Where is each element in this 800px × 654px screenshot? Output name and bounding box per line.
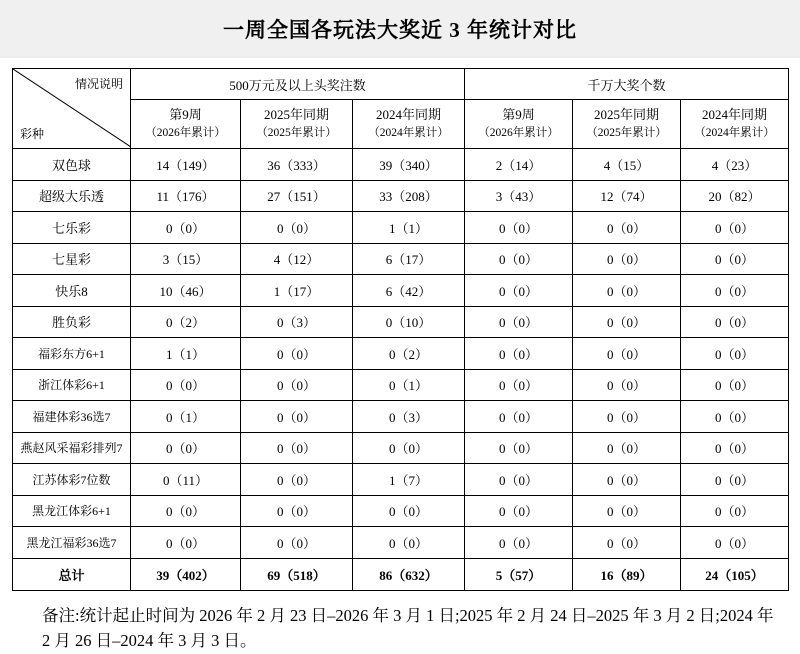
cell-value: 0（3）	[353, 401, 465, 433]
cell-value: 0（0）	[465, 527, 573, 559]
cell-value: 0（1）	[131, 401, 241, 433]
total-cell-value: 69（518）	[241, 558, 353, 590]
cell-value: 0（0）	[573, 306, 681, 338]
group-header-tenmillion-prizes: 千万大奖个数	[465, 69, 789, 100]
cell-value: 0（0）	[573, 338, 681, 370]
sub-header-2024-b	[681, 100, 789, 149]
cell-value: 39（340）	[353, 149, 465, 181]
table-row	[13, 149, 789, 181]
sub-header-line1: 2024年同期	[376, 107, 442, 123]
row-label: 燕赵风采福彩排列7	[13, 432, 131, 464]
title-bar	[0, 0, 800, 58]
sub-header-2025-a	[241, 100, 353, 149]
cell-value: 33（208）	[353, 180, 465, 212]
table-row	[13, 243, 789, 275]
row-label: 七乐彩	[13, 212, 131, 244]
cell-value: 0（0）	[465, 306, 573, 338]
cell-value: 0（11）	[131, 464, 241, 496]
cell-value: 0（0）	[241, 401, 353, 433]
table-row	[13, 180, 789, 212]
sub-header-line2: （2026年累计）	[478, 127, 559, 140]
cell-value: 0（0）	[241, 212, 353, 244]
table-row	[13, 495, 789, 527]
cell-value: 0（2）	[353, 338, 465, 370]
cell-value: 0（1）	[353, 369, 465, 401]
row-label: 快乐8	[13, 275, 131, 307]
cell-value: 0（0）	[465, 401, 573, 433]
sub-header-line2: （2024年累计）	[368, 127, 449, 140]
cell-value: 0（0）	[241, 338, 353, 370]
table-corner-cell	[13, 69, 131, 149]
table-row	[13, 306, 789, 338]
row-label: 七星彩	[13, 243, 131, 275]
row-label: 黑龙江体彩6+1	[13, 495, 131, 527]
sub-header-line2: （2025年累计）	[586, 127, 667, 140]
row-label: 双色球	[13, 149, 131, 181]
cell-value: 0（0）	[573, 464, 681, 496]
cell-value: 0（0）	[465, 464, 573, 496]
cell-value: 0（0）	[241, 369, 353, 401]
total-row-label: 总计	[13, 558, 131, 590]
cell-value: 0（0）	[573, 212, 681, 244]
table-row	[13, 369, 789, 401]
cell-value: 0（0）	[681, 369, 789, 401]
cell-value: 0（0）	[131, 432, 241, 464]
table-header-row-groups	[13, 69, 789, 100]
cell-value: 0（0）	[681, 495, 789, 527]
corner-label-condition: 情况说明	[74, 77, 123, 91]
sub-header-2025-b	[573, 100, 681, 149]
total-cell-value: 5（57）	[465, 558, 573, 590]
footer-note: 备注:统计起止时间为 2026 年 2 月 23 日–2026 年 3 月 1 日;2025 年 2 月 24 日–2025 年 3 月 2 日;2024 年 2 月 26 日–2024 年 3 月 3 日。	[42, 605, 774, 651]
corner-label-lottery-type: 彩种	[20, 127, 45, 141]
cell-value: 0（0）	[465, 275, 573, 307]
cell-value: 0（3）	[241, 306, 353, 338]
sub-header-week9-b	[465, 100, 573, 149]
cell-value: 0（0）	[573, 527, 681, 559]
cell-value: 0（0）	[681, 275, 789, 307]
cell-value: 0（0）	[465, 495, 573, 527]
cell-value: 4（12）	[241, 243, 353, 275]
cell-value: 0（0）	[465, 432, 573, 464]
cell-value: 0（0）	[573, 401, 681, 433]
cell-value: 11（176）	[131, 180, 241, 212]
cell-value: 0（0）	[681, 401, 789, 433]
cell-value: 0（0）	[465, 243, 573, 275]
cell-value: 20（82）	[681, 180, 789, 212]
cell-value: 0（0）	[681, 212, 789, 244]
cell-value: 6（42）	[353, 275, 465, 307]
sub-header-line1: 第9周	[169, 107, 202, 123]
cell-value: 1（17）	[241, 275, 353, 307]
sub-header-2024-a	[353, 100, 465, 149]
cell-value: 0（0）	[573, 369, 681, 401]
row-label: 浙江体彩6+1	[13, 369, 131, 401]
cell-value: 0（0）	[241, 495, 353, 527]
total-cell-value: 24（105）	[681, 558, 789, 590]
cell-value: 0（0）	[131, 369, 241, 401]
cell-value: 0（0）	[573, 243, 681, 275]
cell-value: 0（0）	[573, 495, 681, 527]
cell-value: 4（15）	[573, 149, 681, 181]
table-row	[13, 432, 789, 464]
cell-value: 0（0）	[573, 432, 681, 464]
total-cell-value: 86（632）	[353, 558, 465, 590]
cell-value: 10（46）	[131, 275, 241, 307]
cell-value: 0（0）	[681, 464, 789, 496]
cell-value: 0（0）	[465, 338, 573, 370]
cell-value: 1（7）	[353, 464, 465, 496]
table-container	[0, 58, 800, 591]
sub-header-line1: 2025年同期	[263, 107, 329, 123]
cell-value: 12（74）	[573, 180, 681, 212]
cell-value: 0（0）	[353, 495, 465, 527]
cell-value: 1（1）	[131, 338, 241, 370]
cell-value: 0（0）	[465, 212, 573, 244]
cell-value: 14（149）	[131, 149, 241, 181]
cell-value: 0（0）	[681, 306, 789, 338]
total-cell-value: 16（89）	[573, 558, 681, 590]
table-row	[13, 275, 789, 307]
cell-value: 27（151）	[241, 180, 353, 212]
cell-value: 3（43）	[465, 180, 573, 212]
cell-value: 36（333）	[241, 149, 353, 181]
cell-value: 2（14）	[465, 149, 573, 181]
cell-value: 0（10）	[353, 306, 465, 338]
table-row	[13, 527, 789, 559]
table-row	[13, 464, 789, 496]
cell-value: 0（0）	[353, 527, 465, 559]
cell-value: 0（0）	[681, 338, 789, 370]
sub-header-line2: （2026年累计）	[145, 127, 226, 140]
sub-header-line1: 第9周	[502, 107, 535, 123]
total-cell-value: 39（402）	[131, 558, 241, 590]
page-title: 一周全国各玩法大奖近 3 年统计对比	[223, 18, 577, 42]
statistics-table	[12, 68, 789, 591]
group-header-jackpot-bets: 500万元及以上头奖注数	[131, 69, 465, 100]
cell-value: 4（23）	[681, 149, 789, 181]
row-label: 黑龙江福彩36选7	[13, 527, 131, 559]
sub-header-line2: （2024年累计）	[694, 127, 775, 140]
cell-value: 0（0）	[681, 432, 789, 464]
cell-value: 0（0）	[681, 527, 789, 559]
cell-value: 0（0）	[131, 527, 241, 559]
sub-header-line2: （2025年累计）	[256, 127, 337, 140]
table-total-row	[13, 558, 789, 590]
cell-value: 0（0）	[241, 527, 353, 559]
cell-value: 0（0）	[241, 432, 353, 464]
cell-value: 0（0）	[465, 369, 573, 401]
table-row	[13, 401, 789, 433]
sub-header-week9-a	[131, 100, 241, 149]
table-row	[13, 338, 789, 370]
cell-value: 0（0）	[131, 495, 241, 527]
row-label: 福彩东方6+1	[13, 338, 131, 370]
row-label: 胜负彩	[13, 306, 131, 338]
cell-value: 1（1）	[353, 212, 465, 244]
sub-header-line1: 2024年同期	[702, 107, 768, 123]
table-row	[13, 212, 789, 244]
cell-value: 0（0）	[681, 243, 789, 275]
cell-value: 0（2）	[131, 306, 241, 338]
cell-value: 0（0）	[131, 212, 241, 244]
sub-header-line1: 2025年同期	[594, 107, 660, 123]
cell-value: 0（0）	[241, 464, 353, 496]
row-label: 江苏体彩7位数	[13, 464, 131, 496]
row-label: 超级大乐透	[13, 180, 131, 212]
cell-value: 3（15）	[131, 243, 241, 275]
cell-value: 0（0）	[353, 432, 465, 464]
cell-value: 6（17）	[353, 243, 465, 275]
cell-value: 0（0）	[573, 275, 681, 307]
row-label: 福建体彩36选7	[13, 401, 131, 433]
